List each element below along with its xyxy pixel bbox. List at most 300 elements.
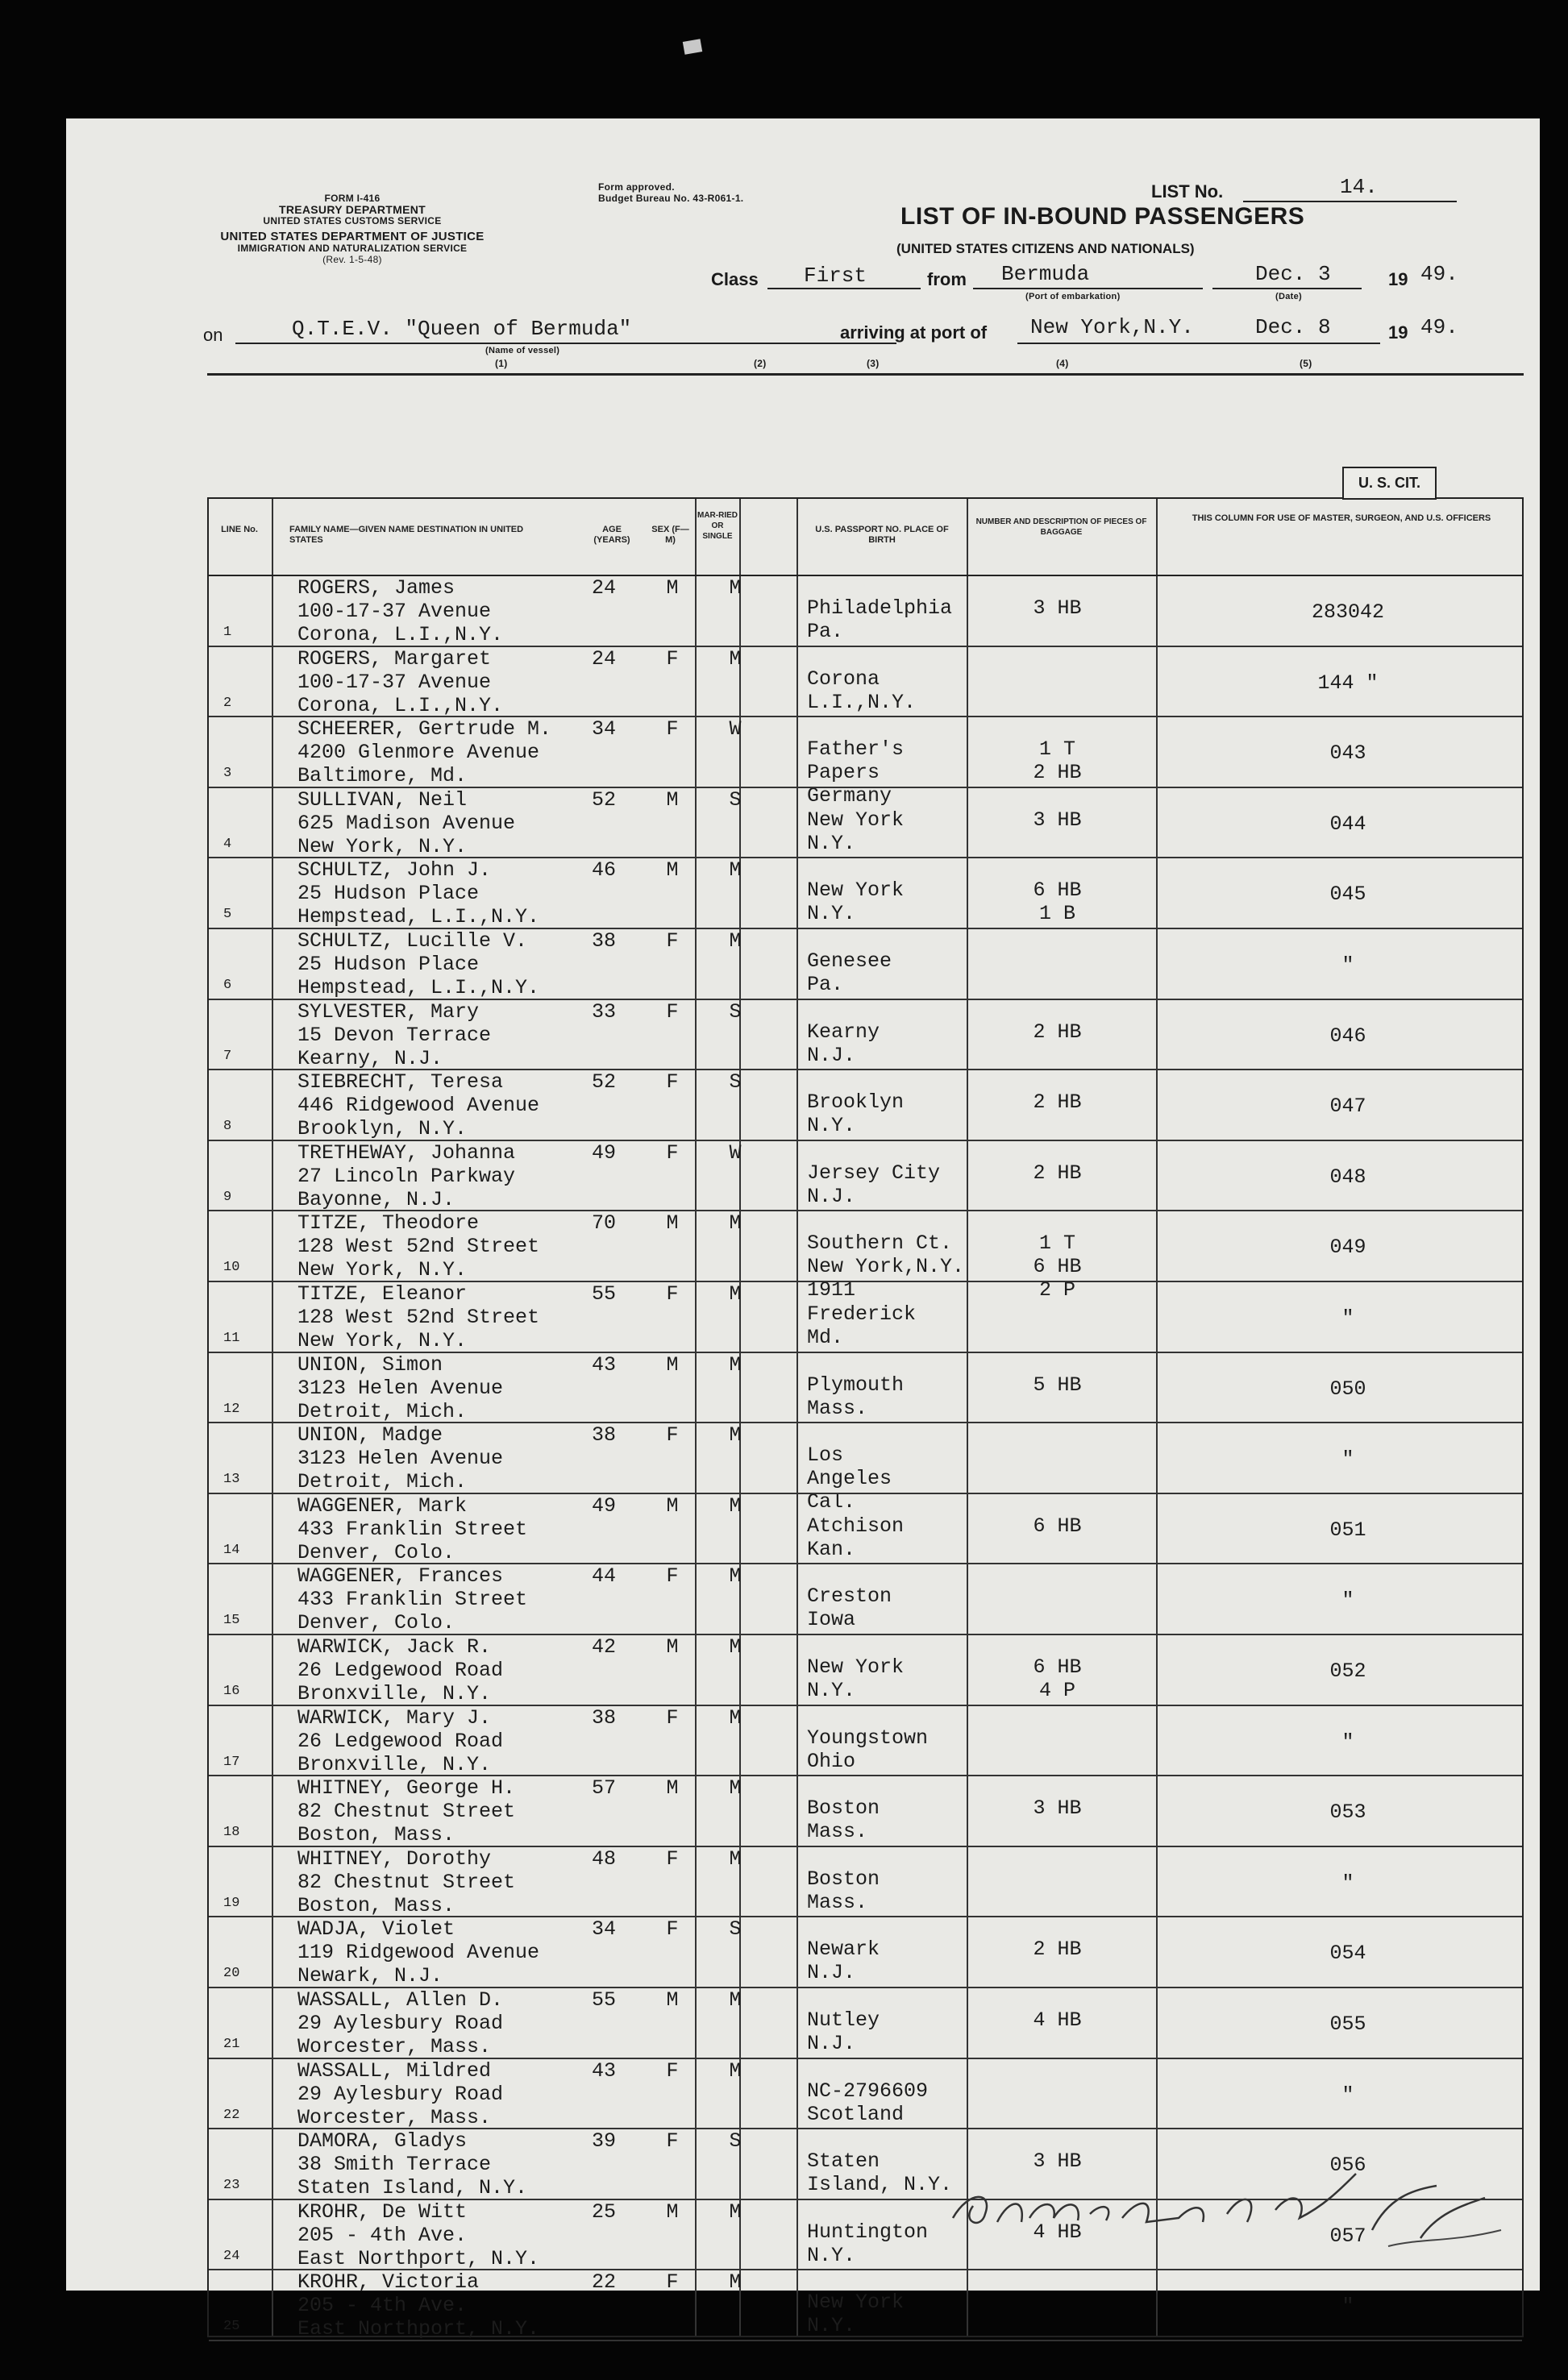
address-line-2: Corona, L.I.,N.Y.	[297, 693, 504, 717]
age-value: 33	[591, 999, 616, 1024]
birth-place	[807, 1514, 904, 1561]
name-text: ROGERS, James	[297, 576, 455, 600]
official-number: 052	[1329, 1659, 1366, 1683]
arrival-underline	[1017, 343, 1380, 344]
class-underline	[767, 288, 921, 289]
treasury-dept: TREASURY DEPARTMENT	[278, 203, 426, 216]
vessel-caption: (Name of vessel)	[485, 346, 560, 355]
passenger-name	[297, 1282, 539, 1352]
birth-place	[807, 1302, 916, 1349]
age-value: 46	[591, 858, 616, 883]
header-rule	[207, 373, 1524, 376]
name-text: WASSALL, Allen D.	[297, 1988, 504, 2012]
marital-status: M	[729, 1988, 742, 2012]
birth-line-1: New York	[807, 808, 905, 832]
name-text: WAGGENER, Frances	[297, 1564, 504, 1589]
address-line-2: Hempstead, L.I.,N.Y.	[297, 905, 540, 929]
marital-status: M	[729, 1776, 742, 1801]
official-number: 057	[1329, 2224, 1366, 2248]
birth-place	[807, 2291, 904, 2337]
age-value: 38	[591, 929, 616, 953]
line-number: 1	[223, 625, 232, 640]
marital-status: M	[729, 1352, 742, 1377]
baggage-line-1: 4 HB	[1033, 2220, 1082, 2244]
official-number: 047	[1329, 1094, 1366, 1119]
address-line-2: Worcester, Mass.	[297, 2105, 492, 2129]
sex-value: F	[666, 646, 679, 671]
line-number: 20	[223, 1966, 240, 1982]
official-number: "	[1341, 1589, 1354, 1613]
address-line-2: Bayonne, N.J.	[297, 1187, 455, 1211]
birth-line-2: L.I.,N.Y.	[807, 690, 917, 714]
passenger-name	[297, 1988, 503, 2058]
sex-value: M	[666, 1352, 679, 1377]
passenger-name	[297, 1141, 515, 1211]
birth-place	[807, 1867, 880, 1914]
birth-place	[807, 2008, 880, 2055]
table-row	[209, 1070, 1522, 1141]
official-number: "	[1341, 1730, 1354, 1754]
birth-line-2: N.J.	[807, 1961, 856, 1985]
table-row	[209, 1988, 1522, 2059]
vessel-name: Q.T.E.V. "Queen of Bermuda"	[292, 317, 632, 341]
sex-value: M	[666, 1493, 679, 1518]
vessel-underline	[235, 343, 896, 344]
birth-line-1: Atchison	[807, 1514, 905, 1538]
official-number: "	[1341, 1448, 1354, 1472]
name-text: DAMORA, Gladys	[297, 2129, 468, 2154]
baggage-line-1: 2 HB	[1033, 1090, 1082, 1115]
birth-line-1: Newark	[807, 1938, 880, 1962]
birth-place	[807, 949, 892, 996]
address-line-1: 119 Ridgewood Avenue	[297, 1941, 540, 1965]
name-text: WADJA, Violet	[297, 1917, 455, 1942]
official-number: 054	[1329, 1942, 1366, 1966]
line-number: 17	[223, 1754, 240, 1770]
official-number: "	[1341, 1306, 1354, 1330]
passenger-name	[297, 576, 503, 646]
passenger-name	[297, 858, 539, 928]
name-text: KROHR, De Witt	[297, 2199, 468, 2224]
marital-status: W	[729, 717, 742, 741]
baggage-line-1: 1 T	[1038, 737, 1075, 762]
table-row	[209, 1776, 1522, 1847]
line-number: 21	[223, 2037, 240, 2052]
birth-line-2: Mass.	[807, 1396, 868, 1420]
address-line-1: 205 - 4th Ave.	[297, 2294, 468, 2318]
name-text: TITZE, Theodore	[297, 1211, 480, 1236]
birth-line-1: Southern Ct.	[807, 1232, 953, 1256]
birth-line-2: Ohio	[807, 1749, 856, 1773]
official-number: 055	[1329, 2012, 1366, 2036]
official-number: "	[1341, 953, 1354, 977]
age-value: 49	[591, 1140, 616, 1165]
birth-line-2: N.J.	[807, 1184, 856, 1208]
birth-place	[807, 1020, 880, 1067]
marital-status: M	[729, 2058, 742, 2083]
official-number: 283042	[1311, 600, 1384, 624]
age-value: 38	[591, 1423, 616, 1448]
line-number: 13	[223, 1472, 240, 1488]
sex-value: F	[666, 929, 679, 953]
sex-value: F	[666, 1564, 679, 1589]
marital-status: M	[729, 1635, 742, 1659]
birth-place	[807, 2220, 928, 2267]
address-line-1: 433 Franklin Street	[297, 1517, 528, 1541]
manifest-page	[66, 118, 1540, 2341]
birth-line-2: N.Y.	[807, 831, 856, 855]
baggage-line-1: 2 HB	[1033, 1938, 1082, 1962]
address-line-1: 100-17-37 Avenue	[297, 670, 492, 694]
port-caption: (Port of embarkation)	[1025, 292, 1121, 301]
baggage-description	[967, 1938, 1148, 1961]
address-line-2: New York, N.Y.	[297, 1258, 468, 1282]
marital-status: M	[729, 1211, 742, 1236]
birth-line-1: Creston	[807, 1585, 892, 1609]
address-line-2: Detroit, Mich.	[297, 1470, 468, 1494]
table-row	[209, 2059, 1522, 2130]
official-number: 044	[1329, 812, 1366, 836]
justice-dept: UNITED STATES DEPARTMENT OF JUSTICE	[220, 230, 485, 243]
from-value: Bermuda	[1001, 262, 1090, 286]
address-line-1: 3123 Helen Avenue	[297, 1447, 504, 1471]
marital-status: M	[729, 929, 742, 953]
paper-scrap	[683, 39, 702, 55]
official-number: 056	[1329, 2154, 1366, 2178]
marital-status: M	[729, 2270, 742, 2295]
table-row	[209, 2270, 1522, 2341]
table-row	[209, 647, 1522, 718]
line-number: 11	[223, 1331, 240, 1346]
marital-status: M	[729, 2199, 742, 2224]
age-value: 24	[591, 576, 616, 600]
birth-line-2: Scotland	[807, 2102, 905, 2126]
official-number: 045	[1329, 883, 1366, 907]
address-line-1: 27 Lincoln Parkway	[297, 1164, 516, 1188]
birth-line-1: New York	[807, 878, 905, 903]
birth-place	[807, 808, 904, 855]
official-number: "	[1341, 2083, 1354, 2107]
baggage-description	[967, 1020, 1148, 1044]
birth-place	[807, 1655, 904, 1702]
birth-line-2: Angeles	[807, 1467, 892, 1491]
birth-place	[807, 667, 916, 714]
line-number: 16	[223, 1684, 240, 1699]
address-line-2: Detroit, Mich.	[297, 1399, 468, 1423]
official-number: "	[1341, 2295, 1354, 2319]
col-num-3: (3)	[867, 358, 880, 369]
sex-value: M	[666, 1988, 679, 2012]
official-number: 049	[1329, 1236, 1366, 1260]
baggage-description	[967, 1796, 1148, 1820]
line-number: 2	[223, 695, 232, 711]
official-number: "	[1341, 1871, 1354, 1895]
baggage-line-2: 6 HB	[1033, 1255, 1082, 1279]
address-line-1: 4200 Glenmore Avenue	[297, 741, 540, 765]
baggage-line-2: 2 HB	[1033, 761, 1082, 785]
age-value: 24	[591, 646, 616, 671]
sex-value: F	[666, 1846, 679, 1871]
col-num-1: (1)	[495, 358, 508, 369]
table-row	[209, 929, 1522, 1000]
departure-year: 49.	[1420, 262, 1458, 286]
line-number: 10	[223, 1260, 240, 1276]
birth-line-2: N.J.	[807, 1043, 856, 1067]
col-header-officers: THIS COLUMN FOR USE OF MASTER, SURGEON, AND U.S. OFFICERS	[1192, 513, 1491, 523]
age-value: 39	[591, 2129, 616, 2154]
age-value: 43	[591, 1352, 616, 1377]
official-number: 051	[1329, 1518, 1366, 1542]
birth-line-2: N.Y.	[807, 1114, 856, 1138]
official-number: 043	[1329, 741, 1366, 766]
passenger-name	[297, 2200, 539, 2270]
birth-line-1: NC-2796609	[807, 2079, 929, 2103]
sex-value: M	[666, 1776, 679, 1801]
birth-line-2: Md.	[807, 1326, 844, 1349]
table-row	[209, 1494, 1522, 1565]
birth-line-1: New York	[807, 1655, 905, 1679]
birth-place	[807, 1585, 892, 1631]
table-row	[209, 1706, 1522, 1777]
line-number: 3	[223, 766, 232, 782]
baggage-description	[967, 1161, 1148, 1185]
age-value: 43	[591, 2058, 616, 2083]
name-text: WHITNEY, Dorothy	[297, 1846, 492, 1871]
sex-value: F	[666, 717, 679, 741]
name-text: SCHULTZ, Lucille V.	[297, 929, 528, 953]
col-num-2: (2)	[754, 358, 767, 369]
baggage-line-1: 6 HB	[1033, 1514, 1082, 1538]
sex-value: M	[666, 787, 679, 812]
birth-line-1: Los	[807, 1443, 844, 1468]
baggage-line-1: 4 HB	[1033, 2008, 1082, 2032]
col-header-line: LINE No.	[221, 525, 258, 534]
age-value: 42	[591, 1635, 616, 1659]
passenger-name	[297, 2129, 527, 2199]
baggage-line-1: 6 HB	[1033, 1655, 1082, 1679]
birth-line-2: Island, N.Y.	[807, 2173, 953, 2197]
birth-line-2: N.Y.	[807, 2243, 856, 2267]
customs-service: UNITED STATES CUSTOMS SERVICE	[263, 215, 442, 226]
table-row	[209, 1353, 1522, 1424]
table-row	[209, 576, 1522, 647]
name-text: TRETHEWAY, Johanna	[297, 1140, 516, 1165]
address-line-1: 100-17-37 Avenue	[297, 600, 492, 623]
class-value: First	[804, 264, 867, 288]
address-line-2: New York, N.Y.	[297, 834, 468, 858]
baggage-line-1: 2 HB	[1033, 1161, 1082, 1185]
marital-status: M	[729, 1423, 742, 1448]
address-line-1: 25 Hudson Place	[297, 882, 480, 906]
birth-line-2: N.Y.	[807, 2314, 856, 2338]
birth-place	[807, 1161, 940, 1208]
baggage-line-2: 1 B	[1038, 902, 1075, 926]
name-text: ROGERS, Margaret	[297, 646, 492, 671]
birth-line-2: Mass.	[807, 1890, 868, 1914]
line-number: 18	[223, 1825, 240, 1841]
col-header-sex: SEX (F—M)	[651, 525, 689, 545]
birth-line-2: N.J.	[807, 2032, 856, 2055]
sex-value: F	[666, 2129, 679, 2154]
address-line-2: East Northport, N.Y.	[297, 2317, 540, 2341]
passenger-name	[297, 2270, 539, 2341]
birth-line-1: Brooklyn	[807, 1090, 905, 1115]
birth-line-1: Jersey City	[807, 1161, 941, 1185]
address-line-2: Denver, Colo.	[297, 1540, 455, 1564]
address-line-1: 205 - 4th Ave.	[297, 2223, 468, 2247]
sex-value: M	[666, 1211, 679, 1236]
address-line-1: 82 Chestnut Street	[297, 1870, 516, 1894]
birth-line-1: Nutley	[807, 2008, 880, 2032]
age-value: 34	[591, 717, 616, 741]
from-underline	[973, 288, 1203, 289]
sex-value: F	[666, 1917, 679, 1942]
baggage-line-1: 3 HB	[1033, 2149, 1082, 2174]
arrival-year: 49.	[1420, 315, 1458, 339]
table-row	[209, 1635, 1522, 1706]
birth-place	[807, 1796, 880, 1843]
address-line-1: 38 Smith Terrace	[297, 2153, 492, 2177]
passenger-name	[297, 1847, 515, 1917]
name-text: UNION, Madge	[297, 1423, 443, 1448]
table-row	[209, 1282, 1522, 1353]
from-label: from	[927, 269, 967, 289]
line-number: 6	[223, 978, 232, 993]
col-header-name: FAMILY NAME—GIVEN NAME DESTINATION IN UNITED STATES	[289, 525, 524, 545]
on-label: on	[203, 325, 223, 345]
birth-line-1: Frederick	[807, 1302, 917, 1326]
age-value: 55	[591, 1988, 616, 2012]
list-no-label: LIST No.	[1151, 181, 1224, 201]
sex-value: F	[666, 999, 679, 1024]
birth-line-3: 1911	[807, 1278, 856, 1302]
line-number: 12	[223, 1401, 240, 1417]
form-revision: (Rev. 1-5-48)	[322, 254, 382, 265]
sex-value: F	[666, 1423, 679, 1448]
baggage-line-1: 3 HB	[1033, 1796, 1082, 1821]
line-number: 24	[223, 2248, 240, 2264]
table-row	[209, 1917, 1522, 1988]
passenger-name	[297, 1211, 539, 1281]
birth-line-2: N.Y.	[807, 902, 856, 926]
address-line-2: Boston, Mass.	[297, 1823, 455, 1847]
sex-value: M	[666, 2199, 679, 2224]
address-line-2: Denver, Colo.	[297, 1611, 455, 1635]
address-line-2: Staten Island, N.Y.	[297, 2176, 528, 2200]
line-number: 9	[223, 1189, 232, 1205]
baggage-description	[967, 737, 1148, 784]
passenger-name	[297, 1000, 491, 1070]
name-text: WARWICK, Jack R.	[297, 1635, 492, 1659]
marital-status: M	[729, 576, 742, 600]
col-header-age: AGE (YEARS)	[593, 525, 630, 545]
table-row	[209, 1564, 1522, 1635]
address-line-1: 433 Franklin Street	[297, 1588, 528, 1612]
name-text: WARWICK, Mary J.	[297, 1705, 492, 1730]
baggage-description	[967, 1373, 1148, 1397]
arriving-label: arriving at port of	[840, 322, 988, 343]
table-row	[209, 788, 1522, 859]
table-row	[209, 858, 1522, 929]
age-value: 55	[591, 1282, 616, 1306]
baggage-line-2: 4 P	[1038, 1679, 1075, 1702]
baggage-line-1: 5 HB	[1033, 1373, 1082, 1397]
address-line-2: Boston, Mass.	[297, 1893, 455, 1917]
marital-status: S	[729, 1917, 742, 1942]
passenger-name	[297, 1423, 503, 1493]
passenger-name	[297, 1494, 527, 1564]
birth-line-3: Cal.	[807, 1490, 856, 1514]
age-value: 52	[591, 1070, 616, 1094]
birth-line-1: Corona	[807, 667, 880, 691]
passenger-name	[297, 1353, 503, 1423]
address-line-1: 25 Hudson Place	[297, 953, 480, 976]
passenger-name	[297, 2059, 503, 2129]
official-number: 046	[1329, 1024, 1366, 1048]
age-value: 57	[591, 1776, 616, 1801]
address-line-2: Newark, N.J.	[297, 1964, 443, 1988]
row-divider	[209, 2340, 1522, 2341]
name-text: SULLIVAN, Neil	[297, 787, 468, 812]
name-text: WHITNEY, George H.	[297, 1776, 516, 1801]
birth-line-1: Huntington	[807, 2220, 929, 2244]
date-caption: (Date)	[1275, 292, 1302, 301]
address-line-2: Baltimore, Md.	[297, 764, 468, 788]
address-line-1: 3123 Helen Avenue	[297, 1376, 504, 1400]
baggage-line-1: 3 HB	[1033, 808, 1082, 832]
marital-status: M	[729, 646, 742, 671]
col-header-passport: U.S. PASSPORT NO. PLACE OF BIRTH	[815, 525, 949, 545]
address-line-2: Brooklyn, N.Y.	[297, 1117, 468, 1141]
official-number: 048	[1329, 1165, 1366, 1189]
sex-value: M	[666, 1635, 679, 1659]
passenger-name	[297, 647, 503, 717]
official-number: 050	[1329, 1377, 1366, 1401]
birth-line-3: Germany	[807, 784, 892, 808]
marital-status: M	[729, 1493, 742, 1518]
official-number: 144 "	[1317, 671, 1379, 695]
budget-bureau-no: Budget Bureau No. 43-R061-1.	[598, 193, 744, 204]
birth-place	[807, 1726, 928, 1773]
age-value: 52	[591, 787, 616, 812]
marital-status: M	[729, 1705, 742, 1730]
birth-line-2: N.Y.	[807, 1679, 856, 1702]
baggage-line-1: 3 HB	[1033, 596, 1082, 620]
birth-line-2: Mass.	[807, 1820, 868, 1844]
birth-line-1: Father's	[807, 737, 905, 762]
age-value: 49	[591, 1493, 616, 1518]
name-text: TITZE, Eleanor	[297, 1282, 468, 1306]
address-line-2: Bronxville, N.Y.	[297, 1752, 492, 1776]
passenger-name	[297, 1706, 503, 1776]
birth-line-1: Kearny	[807, 1020, 880, 1044]
us-citizen-stamp: U. S. CIT.	[1342, 467, 1437, 500]
address-line-2: East Northport, N.Y.	[297, 2246, 540, 2270]
year-prefix: 19	[1388, 269, 1408, 289]
birth-place	[807, 1090, 904, 1137]
birth-line-1: Boston	[807, 1796, 880, 1821]
line-number: 7	[223, 1048, 232, 1064]
address-line-1: 29 Aylesbury Road	[297, 2012, 504, 2035]
form-number: FORM I-416	[324, 193, 381, 204]
passenger-name	[297, 1070, 539, 1140]
address-line-2: Bronxville, N.Y.	[297, 1682, 492, 1705]
baggage-description	[967, 1514, 1148, 1538]
age-value: 22	[591, 2270, 616, 2295]
passenger-name	[297, 1917, 539, 1987]
page-title: LIST OF IN-BOUND PASSENGERS	[900, 203, 1305, 230]
address-line-2: Worcester, Mass.	[297, 2035, 492, 2058]
